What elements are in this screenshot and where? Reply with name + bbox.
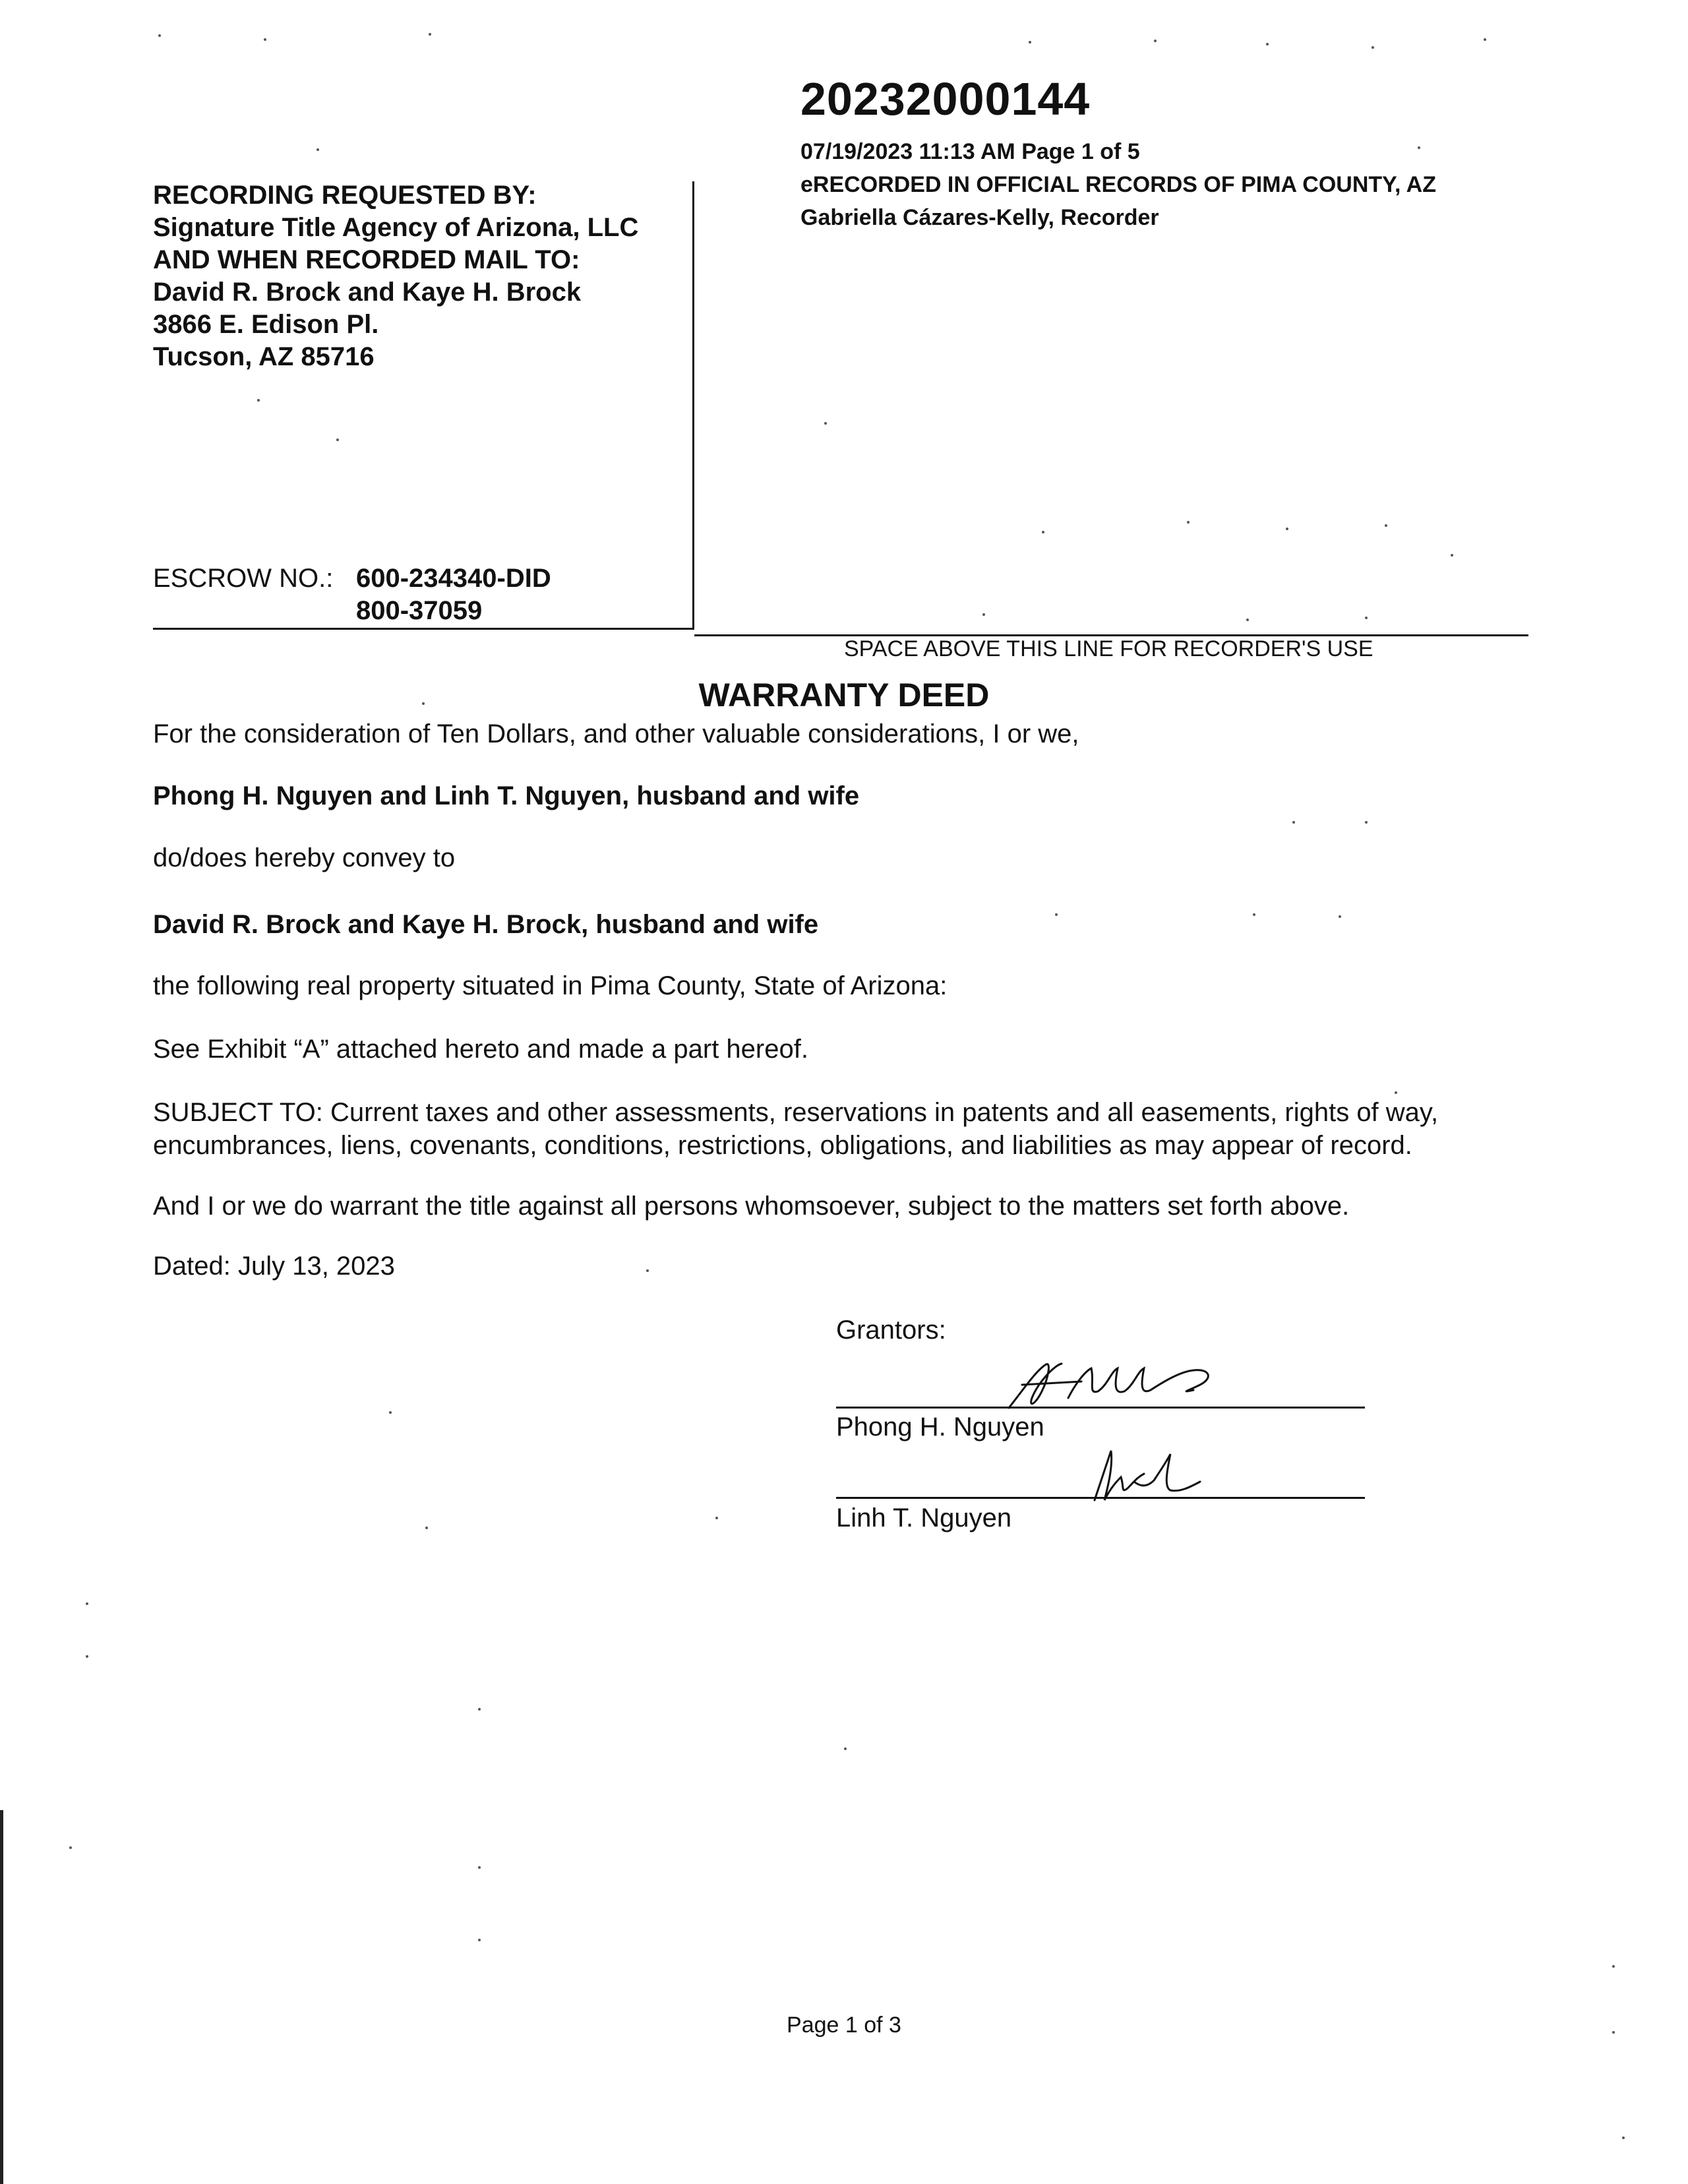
scan-edge-mark [0,1810,3,2184]
signer-2-name: Linh T. Nguyen [836,1503,1012,1532]
subject-to-text: SUBJECT TO: Current taxes and other assessments, reservations in patents and all easements, rights of way, encumbrances, liens, covenants, conditions, restrictions, obligations, and liabilities as may appear of record. [153,1098,1439,1160]
page-number: Page 1 of 3 [787,2013,901,2038]
deed-title: WARRANTY DEED [698,677,990,713]
signature-line-1 [836,1407,1365,1409]
consideration-text: For the consideration of Ten Dollars, and other valuable considerations, I or we, [153,719,1079,748]
grantors-names: Phong H. Nguyen and Linh T. Nguyen, husband and wife [153,781,860,810]
property-text: the following real property situated in Pima County, State of Arizona: [153,971,948,1000]
signature-line-2 [836,1497,1365,1499]
recorder-name: Gabriella Cázares-Kelly, Recorder [800,205,1159,230]
grantors-label: Grantors: [836,1316,946,1345]
grantees-names: David R. Brock and Kaye H. Brock, husband and wife [153,910,819,939]
header-divider-left [153,628,694,630]
escrow-number-1: 600-234340-DID [356,564,551,593]
exhibit-text: See Exhibit “A” attached hereto and made a part hereof. [153,1035,808,1064]
escrow-number-2: 800-37059 [356,596,483,625]
mail-to-street: 3866 E. Edison Pl. [153,310,379,339]
mail-to-names: David R. Brock and Kaye H. Brock [153,278,582,307]
recorder-use-note: SPACE ABOVE THIS LINE FOR RECORDER'S USE [844,636,1373,661]
dated-text: Dated: July 13, 2023 [153,1252,395,1281]
recording-number: 20232000144 [800,73,1091,125]
requested-by-agency: Signature Title Agency of Arizona, LLC [153,213,639,242]
warrant-text: And I or we do warrant the title against all persons whomsoever, subject to the matters set forth above. [153,1192,1350,1221]
convey-text: do/does hereby convey to [153,843,456,872]
mail-to-city: Tucson, AZ 85716 [153,342,375,371]
recording-info [800,135,1436,234]
recording-meta: 07/19/2023 11:13 AM Page 1 of 5 [800,139,1140,164]
signer-1-name: Phong H. Nguyen [836,1412,1044,1441]
recorded-in: eRECORDED IN OFFICIAL RECORDS OF PIMA COUNTY, AZ [800,172,1437,197]
recording-requested-block [153,179,638,373]
mail-to-label: AND WHEN RECORDED MAIL TO: [153,245,580,274]
header-divider-vertical [692,181,694,630]
escrow-label: ESCROW NO.: [153,564,334,593]
requested-by-label: RECORDING REQUESTED BY: [153,181,537,210]
